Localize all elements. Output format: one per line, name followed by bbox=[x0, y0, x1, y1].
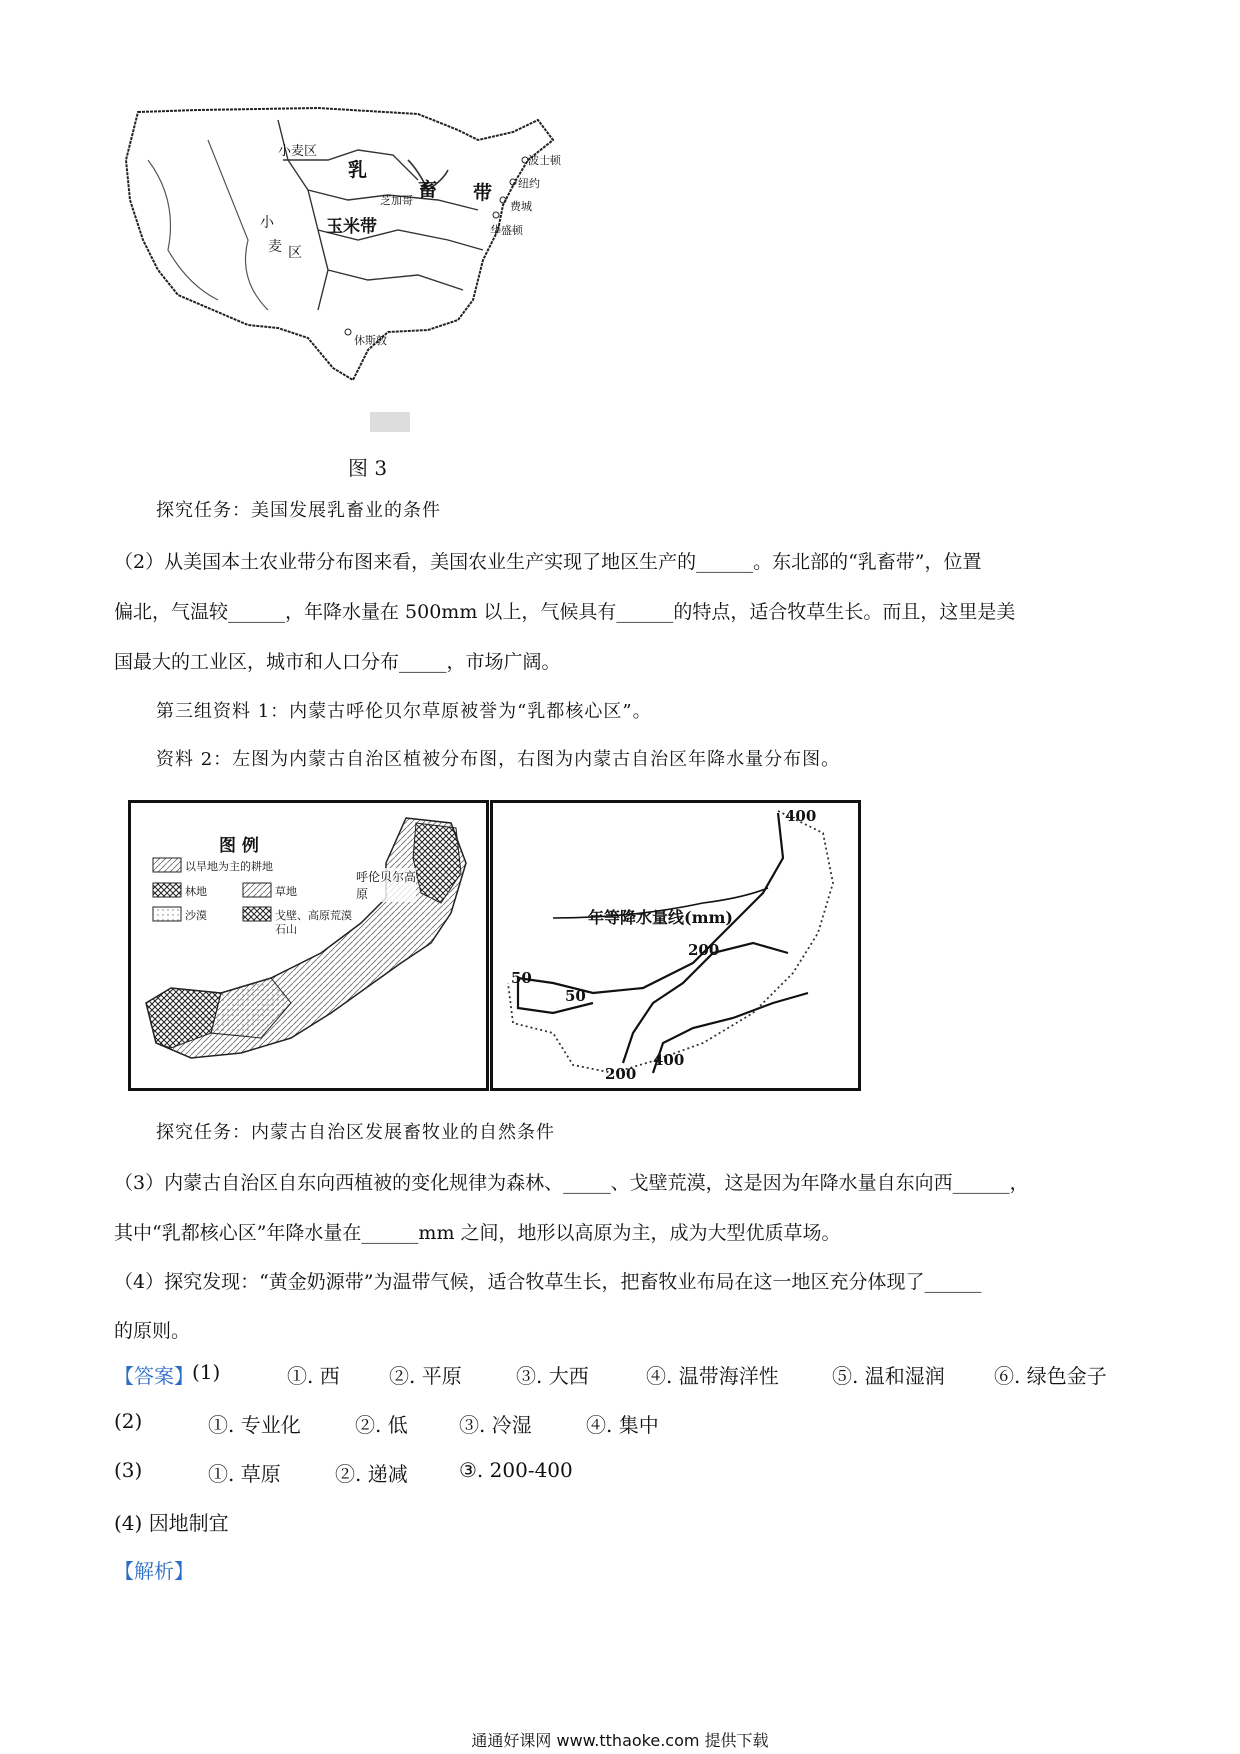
veg-legend-rock: 石山 bbox=[275, 923, 297, 936]
label-corn-belt: 玉米带 bbox=[326, 217, 377, 237]
veg-legend-gobi: 戈壁、高原荒漠 bbox=[275, 909, 352, 922]
answer-2-num: (2) bbox=[114, 1409, 143, 1433]
q2-line3: 国最大的工业区，城市和人口分布_____，市场广阔。 bbox=[114, 651, 561, 673]
answer-1-f: ⑥. 绿色金子 bbox=[994, 1364, 1107, 1388]
label-boston: 波士顿 bbox=[528, 154, 561, 167]
page-footer: 通通好课网 www.tthaoke.com 提供下载 bbox=[471, 1731, 769, 1750]
answer-3-b: ②. 递减 bbox=[335, 1462, 408, 1486]
answer-1-b: ②. 平原 bbox=[389, 1364, 462, 1388]
label-dairy-1: 乳 bbox=[348, 159, 368, 181]
task3-heading: 探究任务：内蒙古自治区发展畜牧业的自然条件 bbox=[156, 1122, 555, 1143]
us-agriculture-map bbox=[118, 100, 578, 400]
q2-line1: （2）从美国本土农业带分布图来看，美国农业生产实现了地区生产的______。东北部的“乳畜带”，位置 bbox=[114, 551, 982, 573]
q4-line1: （4）探究发现：“黄金奶源带”为温带气候，适合牧草生长，把畜牧业布局在这一地区充分体现了______ bbox=[114, 1271, 982, 1293]
plateau-label: 呼伦贝尔高原 bbox=[356, 870, 417, 901]
answer-3-a: ①. 草原 bbox=[208, 1462, 281, 1486]
q3-line2: 其中“乳都核心区”年降水量在______mm 之间，地形以高原为主，成为大型优质草场。 bbox=[114, 1222, 841, 1244]
label-chicago: 芝加哥 bbox=[380, 194, 413, 207]
veg-legend-forest: 林地 bbox=[185, 885, 207, 898]
answer-row-1 bbox=[114, 1360, 1134, 1388]
answer-row-4: (4) 因地制宜 bbox=[114, 1511, 229, 1535]
us-map-drawing bbox=[118, 100, 578, 400]
label-wheat-south-1: 小 bbox=[260, 215, 274, 231]
answer-1-a: ①. 西 bbox=[287, 1364, 340, 1388]
iso-400-bottom: 400 bbox=[653, 1051, 685, 1069]
task2-heading: 探究任务：美国发展乳畜业的条件 bbox=[156, 500, 441, 521]
answer-label: 【答案】 bbox=[114, 1364, 194, 1388]
material3-2: 资料 2：左图为内蒙古自治区植被分布图，右图为内蒙古自治区年降水量分布图。 bbox=[156, 749, 841, 770]
label-philadelphia: 费城 bbox=[510, 200, 532, 213]
vegetation-map-drawing bbox=[131, 803, 486, 1088]
rainfall-map bbox=[490, 800, 861, 1091]
label-wheat-north: 小麦区 bbox=[278, 144, 318, 159]
vegetation-map bbox=[128, 800, 489, 1091]
label-dairy-2: 畜 bbox=[418, 179, 438, 201]
answer-1-num: (1) bbox=[192, 1360, 221, 1384]
iso-200-bottom: 200 bbox=[605, 1065, 637, 1083]
label-wheat-south-3: 区 bbox=[288, 245, 302, 261]
label-dairy-3: 带 bbox=[473, 182, 493, 204]
veg-legend-desert: 沙漠 bbox=[185, 909, 207, 922]
veg-legend-farmland: 以旱地为主的耕地 bbox=[185, 860, 273, 873]
material3-1: 第三组资料 1：内蒙古呼伦贝尔草原被誉为“乳都核心区”。 bbox=[156, 701, 652, 722]
rainfall-title: 年等降水量线(mm) bbox=[588, 908, 734, 927]
iso-50-a: 50 bbox=[511, 969, 532, 987]
veg-legend-title: 图 例 bbox=[219, 836, 259, 856]
answer-2-b: ②. 低 bbox=[355, 1413, 408, 1437]
answer-row-3 bbox=[114, 1458, 1134, 1486]
q4-line2: 的原则。 bbox=[114, 1320, 191, 1342]
veg-legend-grass: 草地 bbox=[275, 885, 297, 898]
analysis-label: 【解析】 bbox=[114, 1559, 194, 1583]
answer-1-e: ⑤. 温和湿润 bbox=[832, 1364, 945, 1388]
q2-line2: 偏北，气温较______，年降水量在 500mm 以上，气候具有______的特点，适合牧草生长。而且，这里是美 bbox=[114, 601, 1016, 623]
answer-3-c: ③. 200-400 bbox=[459, 1458, 573, 1482]
answer-3-num: (3) bbox=[114, 1458, 143, 1482]
figure-3-caption: 图 3 bbox=[348, 456, 388, 480]
label-houston: 休斯敦 bbox=[354, 334, 387, 347]
label-washington: 华盛顿 bbox=[490, 224, 523, 237]
label-newyork: 纽约 bbox=[518, 177, 540, 190]
answer-2-c: ③. 冷湿 bbox=[459, 1413, 532, 1437]
iso-50-b: 50 bbox=[565, 987, 586, 1005]
answer-2-a: ①. 专业化 bbox=[208, 1413, 301, 1437]
answer-1-c: ③. 大西 bbox=[516, 1364, 589, 1388]
q3-line1: （3）内蒙古自治区自东向西植被的变化规律为森林、_____、戈壁荒漠，这是因为年降水量自东向西______， bbox=[114, 1172, 1029, 1194]
iso-200: 200 bbox=[688, 941, 720, 959]
rainfall-map-drawing bbox=[493, 803, 858, 1088]
label-wheat-south-2: 麦 bbox=[268, 239, 282, 255]
answer-2-d: ④. 集中 bbox=[586, 1413, 659, 1437]
iso-400-top: 400 bbox=[785, 807, 817, 825]
answer-1-d: ④. 温带海洋性 bbox=[646, 1364, 779, 1388]
answer-row-2 bbox=[114, 1409, 1134, 1437]
blurred-mark bbox=[370, 412, 410, 432]
